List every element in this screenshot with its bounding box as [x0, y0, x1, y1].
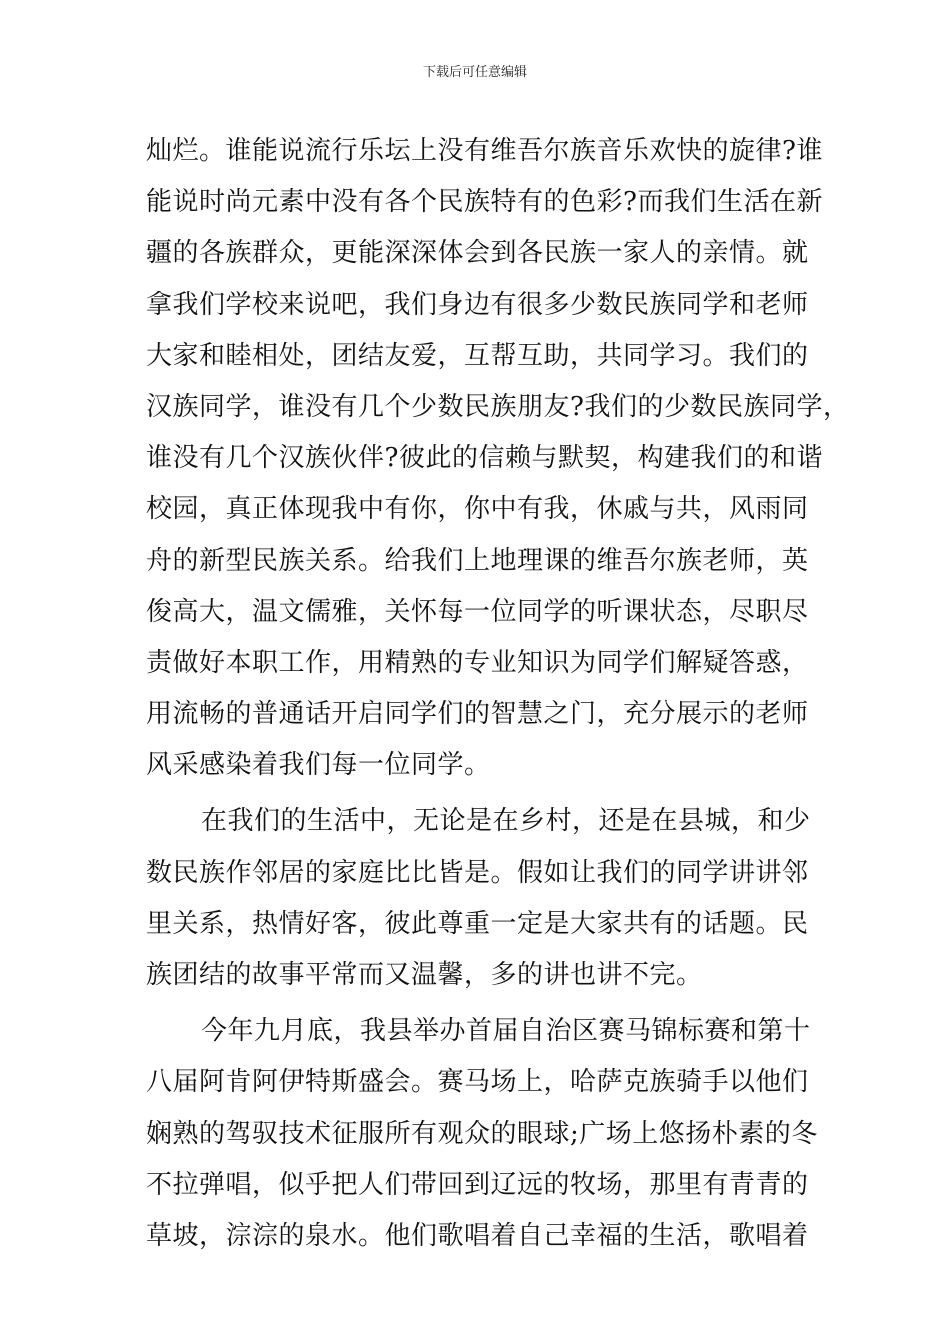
document-body: [146, 128, 850, 1264]
text-line: 用流畅的普通话开启同学们的智慧之门，充分展示的老师: [146, 699, 809, 730]
paragraph-first-line: 今年九月底，我县举办首届自治区赛马锦标赛和第十: [201, 1016, 811, 1047]
text-line: 大家和睦相处，团结友爱，互帮互助，共同学习。我们的: [146, 340, 809, 371]
text-line: 俊高大，温文儒雅，关怀每一位同学的听课状态，尽职尽: [146, 596, 809, 627]
text-line: 里关系，热情好客，彼此尊重一定是大家共有的话题。民: [146, 908, 809, 939]
text-line: 校园，真正体现我中有你，你中有我，休戚与共，风雨同: [146, 494, 809, 525]
text-line: 责做好本职工作，用精熟的专业知识为同学们解疑答惑，: [146, 647, 809, 678]
text-line: 族团结的故事平常而又温馨，多的讲也讲不完。: [146, 960, 703, 990]
text-line: 疆的各族群众，更能深深体会到各民族一家人的亲情。就: [146, 238, 809, 269]
page-header: 下载后可任意编辑: [422, 65, 527, 80]
text-line: 八届阿肯阿伊特斯盛会。赛马场上，哈萨克族骑手以他们: [146, 1067, 809, 1098]
text-line: 娴熟的驾驭技术征服所有观众的眼球;广场上悠扬朴素的冬: [146, 1118, 818, 1149]
text-line: 拿我们学校来说吧，我们身边有很多少数民族同学和老师: [146, 289, 809, 320]
text-line: 草坡，淙淙的泉水。他们歌唱着自己幸福的生活，歌唱着: [146, 1220, 809, 1251]
text-line: 风采感染着我们每一位同学。: [146, 750, 491, 781]
text-line: 能说时尚元素中没有各个民族特有的色彩?而我们生活在新: [146, 187, 823, 218]
text-line: 舟的新型民族关系。给我们上地理课的维吾尔族老师，英: [146, 545, 809, 576]
paragraph-first-line: 在我们的生活中，无论是在乡村，还是在县城，和少: [201, 806, 811, 837]
text-line: 灿烂。谁能说流行乐坛上没有维吾尔族音乐欢快的旋律?谁: [146, 136, 823, 166]
text-line: 汉族同学，谁没有几个少数民族朋友?我们的少数民族同学，: [146, 391, 850, 422]
text-line: 不拉弹唱，似乎把人们带回到辽远的牧场，那里有青青的: [146, 1169, 809, 1200]
text-line: 谁没有几个汉族伙伴?彼此的信赖与默契，构建我们的和谐: [146, 443, 823, 474]
text-line: 数民族作邻居的家庭比比皆是。假如让我们的同学讲讲邻: [146, 857, 809, 888]
